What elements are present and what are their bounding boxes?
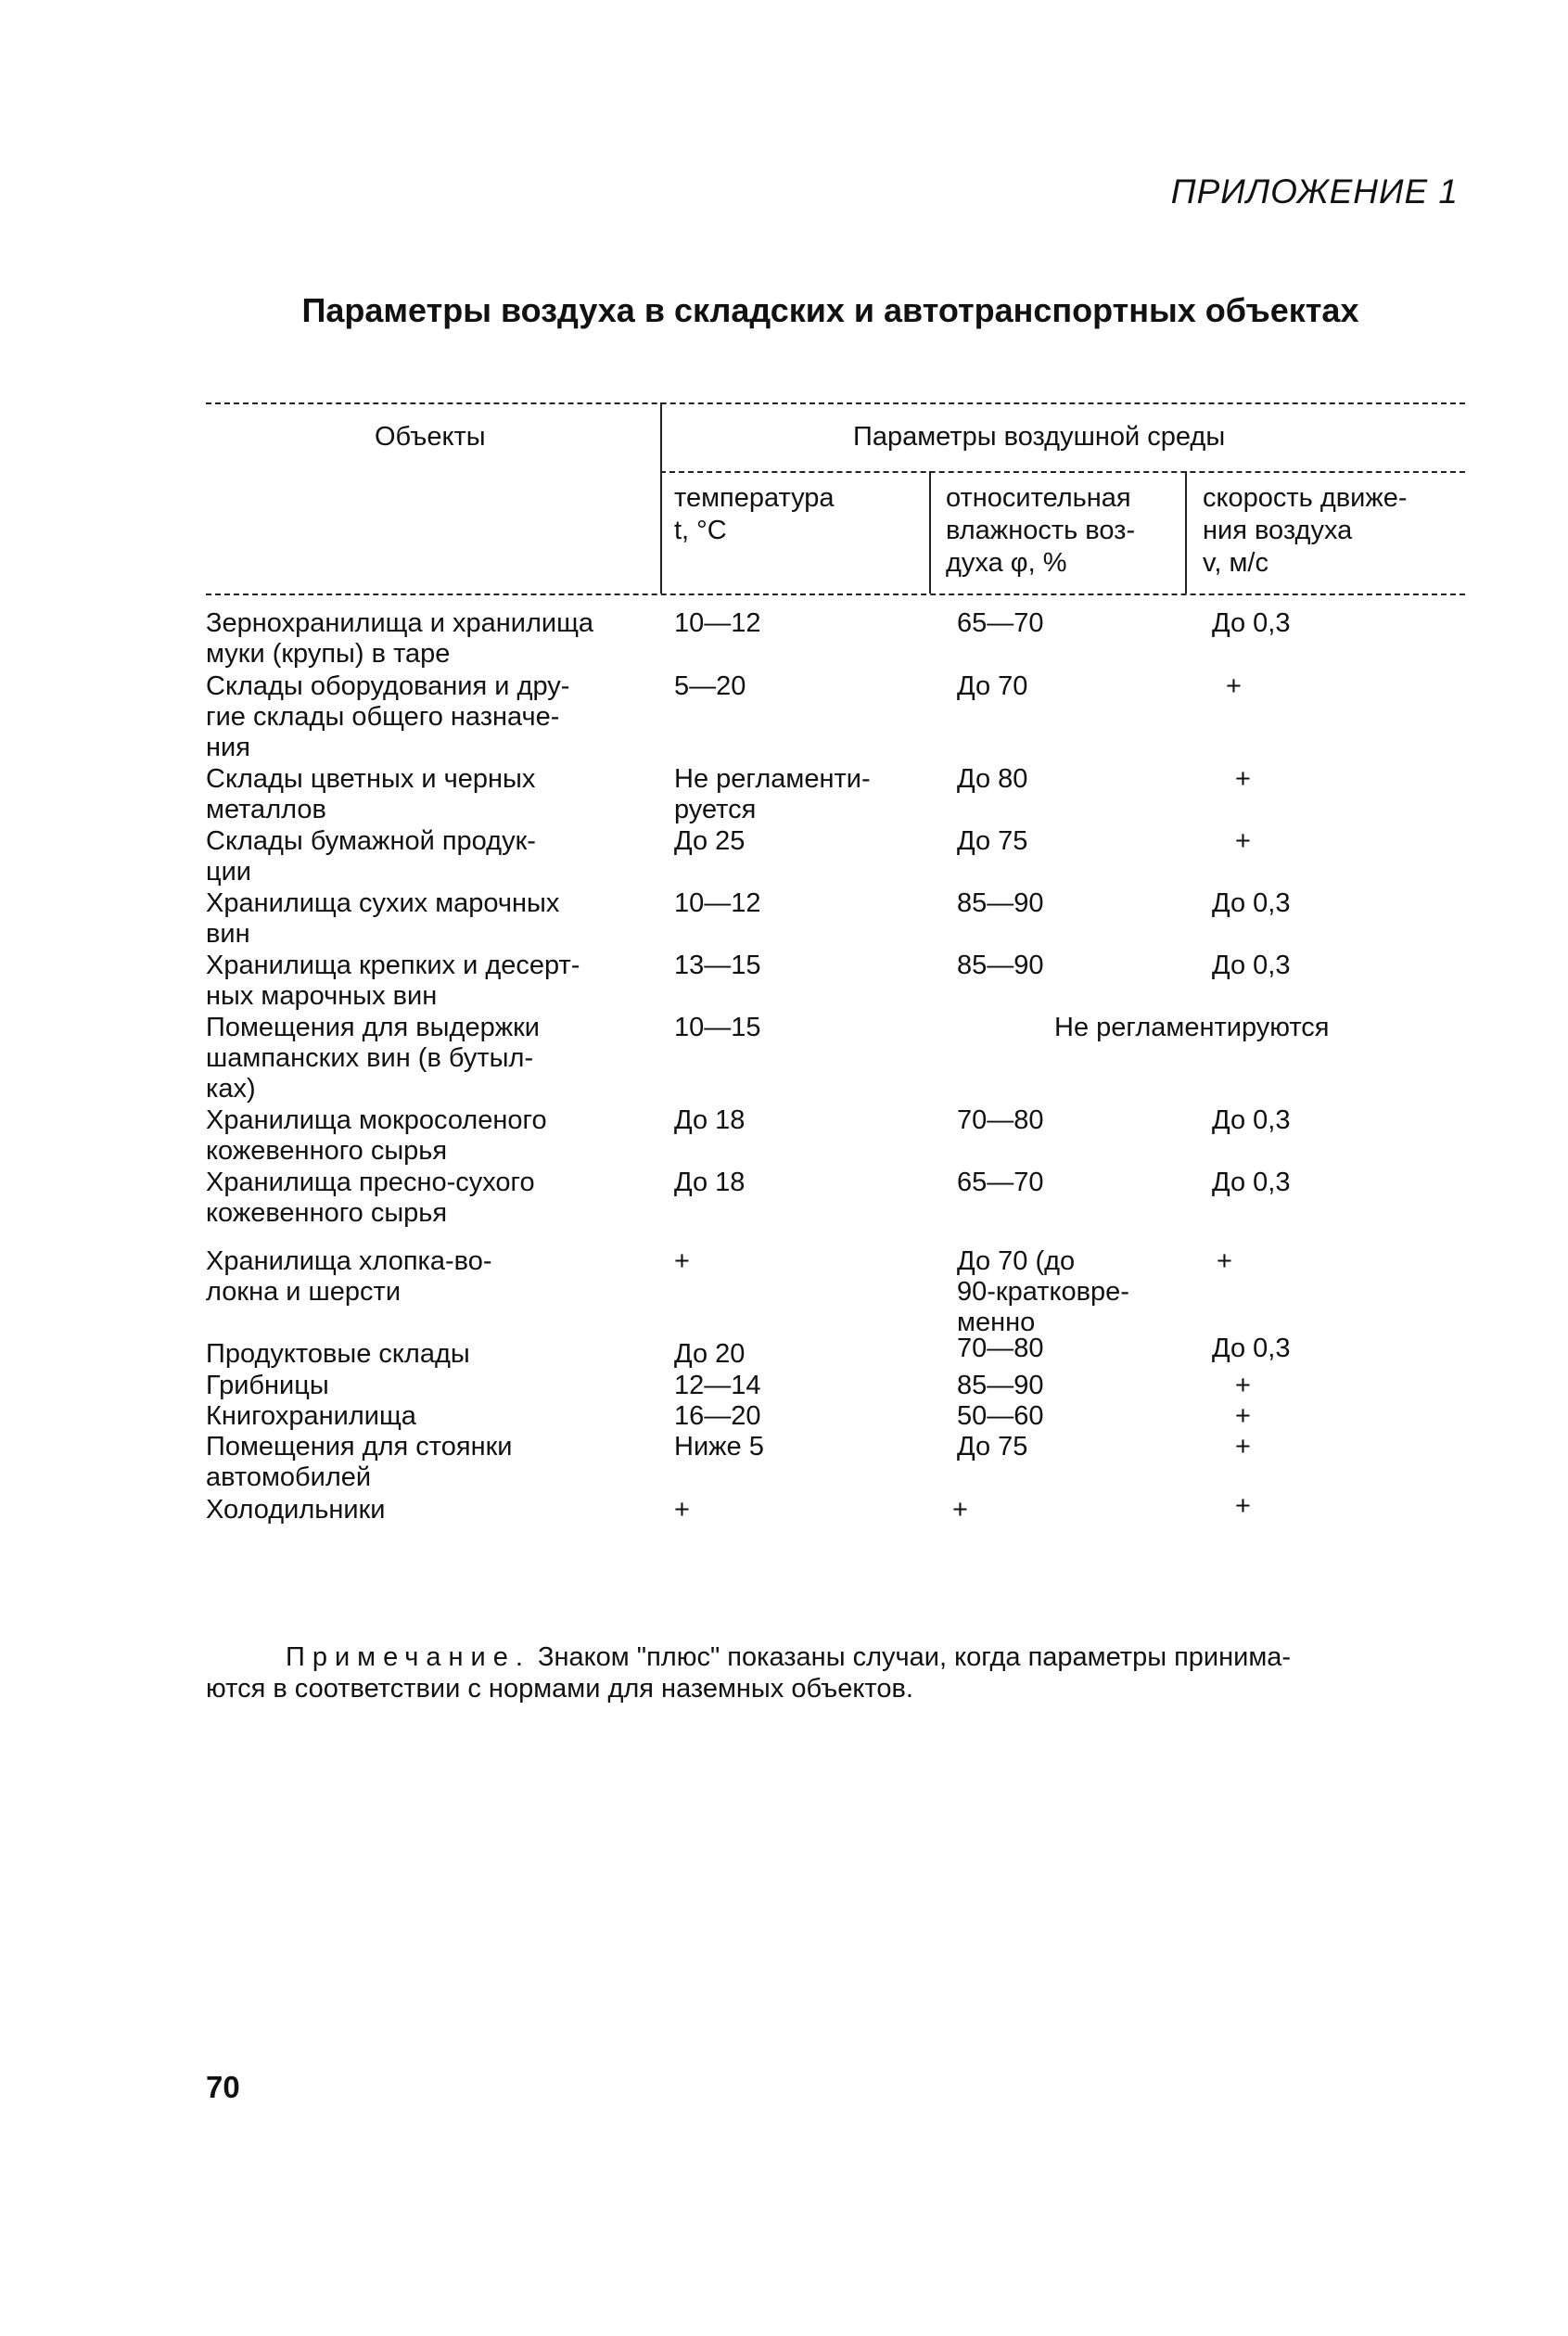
velocity-cell: + — [1235, 1491, 1251, 1521]
velocity-cell: До 0,3 — [1212, 951, 1291, 980]
humidity-cell: До 80 — [957, 764, 1028, 794]
temperature-cell: Ниже 5 — [674, 1432, 764, 1462]
object-cell: Хранилища пресно-сухого кожевенного сырья — [206, 1168, 535, 1228]
temperature-cell: 10—15 — [674, 1013, 761, 1042]
footnote-lead: Примечание. — [286, 1642, 530, 1672]
object-cell: Помещения для выдержки шампанских вин (в бутыл- ках) — [206, 1013, 540, 1104]
object-cell: Хранилища крепких и десерт- ных марочных вин — [206, 951, 580, 1011]
object-cell: Продуктовые склады — [206, 1339, 470, 1369]
column-header-temperature: температура t, °C — [674, 483, 835, 545]
object-cell: Хранилища мокросоленого кожевенного сырья — [206, 1105, 547, 1166]
temperature-cell: До 20 — [674, 1339, 746, 1369]
temperature-cell: 10—12 — [674, 608, 761, 638]
object-cell: Склады цветных и черных металлов — [206, 764, 536, 824]
humidity-cell: 85—90 — [957, 888, 1044, 918]
humidity-cell: 50—60 — [957, 1401, 1044, 1431]
velocity-cell: + — [1226, 671, 1242, 701]
temperature-cell: До 18 — [674, 1168, 746, 1197]
temperature-cell: До 25 — [674, 826, 746, 856]
object-cell: Холодильники — [206, 1495, 386, 1525]
humidity-cell: + — [952, 1495, 968, 1525]
humidity-cell: 85—90 — [957, 951, 1044, 980]
temperature-cell: + — [674, 1495, 690, 1525]
velocity-cell: + — [1235, 1432, 1251, 1462]
object-cell: Склады оборудования и дру- гие склады общего назначе- ния — [206, 671, 570, 762]
humidity-cell: 65—70 — [957, 1168, 1044, 1197]
object-cell: Хранилища хлопка-во- локна и шерсти — [206, 1246, 492, 1307]
header-bottom-rule — [206, 594, 1465, 595]
object-cell: Помещения для стоянки автомобилей — [206, 1432, 513, 1492]
table-top-rule — [206, 402, 1465, 404]
objects-column-divider — [660, 402, 662, 594]
humidity-cell: 65—70 — [957, 608, 1044, 638]
temperature-cell: + — [674, 1246, 690, 1276]
column-header-objects: Объекты — [375, 422, 486, 452]
footnote — [206, 1641, 1465, 1704]
temperature-cell: До 18 — [674, 1105, 746, 1135]
temperature-cell: 5—20 — [674, 671, 746, 701]
velocity-cell: + — [1235, 1401, 1251, 1431]
object-cell: Зернохранилища и хранилища муки (крупы) в таре — [206, 608, 594, 669]
temperature-cell: 10—12 — [674, 888, 761, 918]
temperature-cell: 13—15 — [674, 951, 761, 980]
humidity-cell: 70—80 — [957, 1105, 1044, 1135]
humidity-cell: 70—80 — [957, 1334, 1044, 1363]
group-header-rule — [660, 471, 1465, 473]
velocity-cell: + — [1235, 764, 1251, 794]
footnote-text: Знаком "плюс" показаны случаи, когда параметры принима- ются в соответствии с нормами для наземных объектов. — [206, 1642, 1292, 1704]
temperature-cell: 16—20 — [674, 1401, 761, 1431]
column-group-header: Параметры воздушной среды — [853, 422, 1226, 452]
humidity-cell: До 75 — [957, 1432, 1028, 1462]
appendix-label: ПРИЛОЖЕНИЕ 1 — [1170, 172, 1459, 211]
velocity-cell: + — [1235, 1371, 1251, 1400]
page-number: 70 — [206, 2070, 240, 2104]
humidity-cell: До 75 — [957, 826, 1028, 856]
humidity-cell: 85—90 — [957, 1371, 1044, 1400]
velocity-cell: До 0,3 — [1212, 1105, 1291, 1135]
temperature-cell: 12—14 — [674, 1371, 761, 1400]
temperature-cell: Не регламенти- руется — [674, 764, 871, 824]
page-title: Параметры воздуха в складских и автотранспортных объектах — [301, 291, 1359, 329]
column-header-humidity: относительная влажность воз- духа φ, % — [946, 483, 1136, 578]
object-cell: Склады бумажной продук- ции — [206, 826, 536, 887]
column-header-velocity: скорость движе- ния воздуха v, м/с — [1203, 483, 1408, 578]
humidity-cell: До 70 — [957, 671, 1028, 701]
object-cell: Хранилища сухих марочных вин — [206, 888, 560, 949]
not-regulated-cell: Не регламентируются — [1054, 1013, 1330, 1042]
velocity-cell: До 0,3 — [1212, 1168, 1291, 1197]
temperature-column-divider — [929, 471, 931, 594]
humidity-column-divider — [1185, 471, 1187, 594]
humidity-cell: До 70 (до 90-кратковре- менно — [957, 1246, 1129, 1337]
object-cell: Книгохранилища — [206, 1401, 416, 1431]
velocity-cell: + — [1235, 826, 1251, 856]
velocity-cell: До 0,3 — [1212, 1334, 1291, 1363]
object-cell: Грибницы — [206, 1371, 329, 1400]
velocity-cell: До 0,3 — [1212, 608, 1291, 638]
velocity-cell: До 0,3 — [1212, 888, 1291, 918]
velocity-cell: + — [1217, 1246, 1232, 1276]
